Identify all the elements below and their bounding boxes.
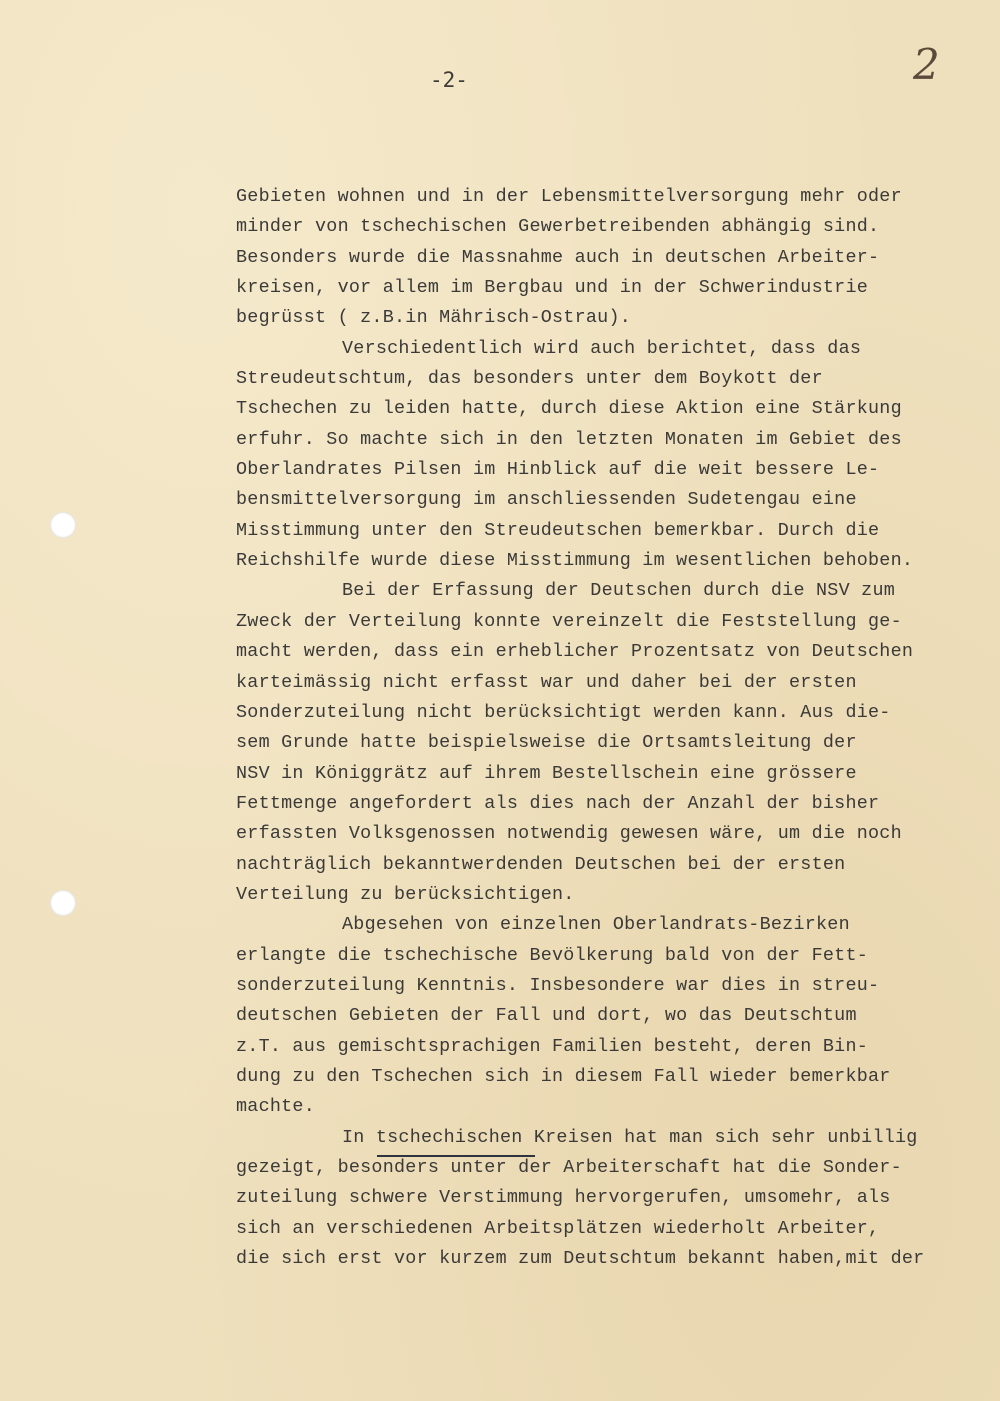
handwritten-page-number: 2	[913, 40, 940, 89]
text-line: Misstimmung unter den Streudeutschen bemerkbar. Durch die	[236, 519, 880, 541]
text-line: erlangte die tschechische Bevölkerung bald von der Fett-	[236, 944, 869, 966]
text-line: deutschen Gebieten der Fall und dort, wo das Deutschtum	[236, 1005, 857, 1027]
text-line: karteimässig nicht erfasst war und daher bei der ersten	[236, 671, 857, 693]
text-line: zuteilung schwere Verstimmung hervorgerufen, umsomehr, als	[236, 1187, 891, 1209]
text-line: Streudeutschtum, das besonders unter dem Boykott der	[236, 368, 823, 390]
text-line: die sich erst vor kurzem zum Deutschtum bekannt haben,mit der	[236, 1248, 925, 1270]
text-line: Fettmenge angefordert als dies nach der Anzahl der bisher	[236, 792, 880, 814]
text-line: kreisen, vor allem im Bergbau und in der Schwerindustrie	[236, 277, 869, 299]
text-line: macht werden, dass ein erheblicher Prozentsatz von Deutschen	[236, 641, 914, 663]
text-line: Oberlandrates Pilsen im Hinblick auf die weit bessere Le-	[236, 459, 880, 481]
punch-hole	[50, 512, 76, 538]
text-line: machte.	[236, 1096, 316, 1118]
text-line: Verteilung zu berücksichtigen.	[236, 883, 575, 905]
text-line: Tschechen zu leiden hatte, durch diese Aktion eine Stärkung	[236, 398, 902, 420]
text-line: dung zu den Tschechen sich in diesem Fall wieder bemerkbar	[236, 1065, 891, 1087]
handwritten-underline	[377, 1155, 535, 1157]
text-line: Gebieten wohnen und in der Lebensmittelversorgung mehr oder	[236, 186, 902, 207]
text-line: nachträglich bekanntwerdenden Deutschen bei der ersten	[236, 853, 846, 875]
paragraph-start-line: Bei der Erfassung der Deutschen durch die NSV zum	[342, 580, 896, 602]
text-line: Sonderzuteilung nicht berücksichtigt werden kann. Aus die-	[236, 701, 891, 723]
typewritten-body	[236, 182, 976, 1274]
paragraph-start-line: Abgesehen von einzelnen Oberlandrats-Bezirken	[342, 914, 850, 936]
page-marker: -2-	[430, 68, 468, 92]
text-line: Zweck der Verteilung konnte vereinzelt die Feststellung ge-	[236, 610, 902, 632]
paragraph-start-line: In tschechischen Kreisen hat man sich sehr unbillig	[342, 1126, 918, 1148]
punch-hole	[50, 890, 76, 916]
text-line: minder von tschechischen Gewerbetreibenden abhängig sind.	[236, 216, 880, 238]
text-line: NSV in Königgrätz auf ihrem Bestellschein eine grössere	[236, 762, 857, 784]
text-line: bensmittelversorgung im anschliessenden Sudetengau eine	[236, 489, 857, 511]
text-line: erfassten Volksgenossen notwendig gewesen wäre, um die noch	[236, 823, 902, 845]
text-line: sem Grunde hatte beispielsweise die Ortsamtsleitung der	[236, 732, 857, 754]
text-line: begrüsst ( z.B.in Mährisch-Ostrau).	[236, 307, 632, 329]
text-line: sich an verschiedenen Arbeitsplätzen wiederholt Arbeiter,	[236, 1217, 880, 1239]
text-line: sonderzuteilung Kenntnis. Insbesondere war dies in streu-	[236, 974, 880, 996]
text-line: gezeigt, besonders unter der Arbeiterschaft hat die Sonder-	[236, 1157, 902, 1178]
paragraph-start-line: Verschiedentlich wird auch berichtet, dass das	[342, 337, 862, 359]
text-line: erfuhr. So machte sich in den letzten Monaten im Gebiet des	[236, 428, 902, 450]
text-line: Reichshilfe wurde diese Misstimmung im wesentlichen behoben.	[236, 550, 914, 572]
text-line: z.T. aus gemischtsprachigen Familien besteht, deren Bin-	[236, 1035, 869, 1057]
text-line: Besonders wurde die Massnahme auch in deutschen Arbeiter-	[236, 246, 880, 268]
